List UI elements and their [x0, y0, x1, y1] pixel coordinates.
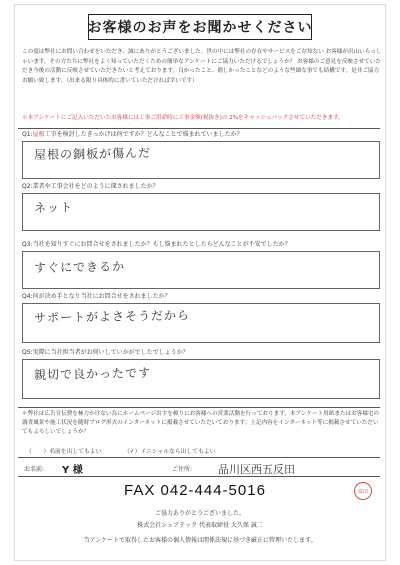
address-value: 品川区西五反田 [218, 463, 295, 476]
company-info: 株式会社シェアテック 代表取締役 大久保 誠二 [137, 522, 263, 529]
name-label: お名前: [24, 466, 45, 473]
address-label: ご住所: [172, 466, 193, 473]
question-5-label: Q5:実際に当社担当者がお伺いしていかがでしたでしょうか？ [22, 349, 189, 356]
question-1-label: Q1:屋根工事を検討したきっかけは何ですか？どんなことで悩まれていましたか？ [22, 131, 243, 138]
question-3-label: Q3:当社を知りすぐにお問合せをされましたか？もし悩まれたとしたらどんなことが不安でしたか？ [22, 241, 291, 248]
page-title: お客様のお声をお聞かせください [87, 20, 313, 36]
divider [18, 128, 380, 129]
seal-stamp: 富田 [354, 482, 372, 500]
privacy-note: 当アンケートで取得したお客様の個人情報は関係法規に基づき厳正に管理いたします。 [83, 537, 317, 544]
question-2-answer-box [22, 193, 380, 231]
question-2-label: Q2:業者や工事会社をどのように探されましたか？ [22, 183, 159, 190]
question-3-answer: すぐにできるか [33, 259, 126, 275]
fax-number: FAX 042-444-5016 [124, 482, 266, 499]
cashback-note: ＊本アンケートにご記入いただいたお客様には工事ご用命時に工事金額(税抜き)の 2%をキャッシュバックさせていただきます。 [22, 115, 344, 121]
publish-consent-note: ＊弊社は広告宣伝費を極力かけない為にホームページ出すを頼りにお客様への営業活動を行っております。本アンケート用紙またはお客様宅の調査風景や施工状況を随時ブログ形式のインターネットに掲載させていただいております。上記内容をインターネット等に掲載させていただいてもよろしいでしょうか？ [22, 411, 380, 435]
question-4-label: Q4:何が決め手となり当社にお問合せをされましたか？ [22, 293, 171, 300]
question-4-answer: サポートがよさそうだから [33, 308, 191, 325]
thanks-text: ご協力ありがとうございました。 [154, 510, 245, 517]
question-2-answer: ネット [33, 200, 74, 215]
name-address-row [18, 457, 380, 477]
option-show-name[interactable]: （ ）名前を出してもよい [26, 449, 102, 455]
option-show-initial[interactable]: （✓）イニシャルなら出してもよい [124, 449, 216, 455]
title-box [88, 14, 312, 40]
intro-text: この度は弊社にお問い合わせをいただき、誠にありがとうございました。世の中には弊社の存在やサービスをご存知ない お客様が沢山いらっしゃいます。その方たちに弊社をよく知っていただくための簡単なアンケートにご協力いただけるでしょうか？ お客様のご意見を反映させていただき今後の活動に反映させていただきたいと考えております。良かったこと、嬉しかったことなどのような些細な事でも結構です。是非ご協力お願い致します。（出来る限り具体的に書いていただければ幸いです） [22, 49, 382, 84]
question-5-answer: 親切で良かったです [33, 365, 152, 382]
question-1-answer: 屋根の銅板が傷んだ [33, 145, 152, 162]
divider [18, 407, 380, 408]
name-value: Y 様 [62, 465, 83, 476]
